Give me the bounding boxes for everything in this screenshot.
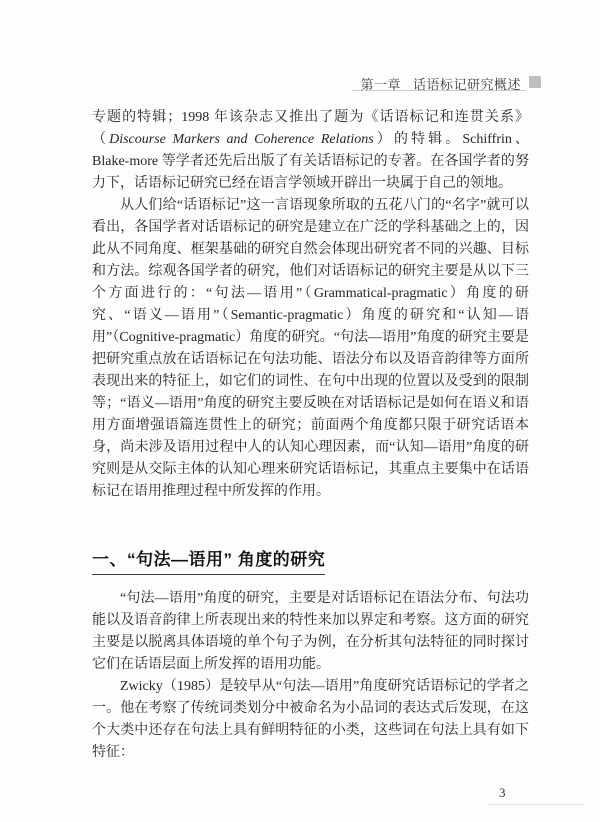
section-heading bbox=[92, 549, 529, 575]
paragraph bbox=[92, 588, 529, 676]
text-segment: 从人们给“话语标记”这一言语现象所取的五花八门的“名字”就可以看出，各国学者对话语标记的研究是建立在广泛的学科基础之上的，因此从不同角度、框架基础的研究自然会体现出研究者不同的兴趣、目标和方法。综观各国学者的研究，他们对话语标记的研究主要是从以下三个方面进行的：“句法—语用”（Grammatical-pragmatic）角度的研究、“语义—语用”（Semantic-pragmatic）角度的研究和“认知—语用”（Cognitive-pragmatic）角度的研究。“句法—语用”角度的研究主要是把研究重点放在话语标记在句法功能、语法分布以及语音韵律等方面所表现出来的特征上，如它们的词性、在句中出现的位置以及受到的限制等；“语义—语用”角度的研究主要反映在对话语标记是如何在语义和语用方面增强语篇连贯性上的研究；前面两个角度都只限于研究话语本身，尚未涉及语用过程中人的认知心理因素，而“认知—语用”角度的研究则是从交际主体的认知心理来研究话语标记，其重点主要集中在话语标记在语用推理过程中所发挥的作用。 bbox=[92, 198, 529, 499]
paragraph bbox=[92, 107, 529, 195]
italic-text-segment: Discourse Markers and Coherence Relations bbox=[109, 132, 374, 147]
text-segment: “句法—语用”角度的研究，主要是对话语标记在语法分布、句法功能以及语音韵律上所表现出来的特性来加以界定和考察。这方面的研究主要是以脱离具体语境的单个句子为例，在分析其句法特征的同时探讨它们在话语层面上所发挥的语用功能。 bbox=[92, 591, 529, 672]
header-ornament-square-icon bbox=[529, 76, 541, 88]
text-segment: ）的特辑。Schiffrin、Blake-more 等学者还先后出版了有关话语标记的专著。在各国学者的努力下，话语标记研究已经在语言学领域开辟出一块属于自己的领地。 bbox=[92, 132, 530, 191]
footer-rule bbox=[488, 804, 585, 805]
running-header-chapter: 第一章 bbox=[360, 77, 401, 92]
paragraph bbox=[92, 195, 529, 503]
text-segment: Zwicky（1985）是较早从“句法—语用”角度研究话语标记的学者之一。他在考察了传统词类划分中被命名为小品词的表达式后发现，在这个大类中还存在句法上具有鲜明特征的小类，这些词在句法上具有如下特征： bbox=[92, 679, 529, 760]
page-number: 3 bbox=[499, 785, 506, 800]
section-heading-text: 一、“句法—语用” 角度的研究 bbox=[92, 549, 325, 575]
running-header bbox=[360, 74, 521, 93]
page-body bbox=[92, 107, 529, 764]
paragraph bbox=[92, 676, 529, 764]
running-header-title: 话语标记研究概述 bbox=[412, 77, 521, 92]
text-segment: 专题的特辑；1998 年该杂志又推出了题为《话语标记和连贯关系》（ bbox=[92, 110, 529, 147]
